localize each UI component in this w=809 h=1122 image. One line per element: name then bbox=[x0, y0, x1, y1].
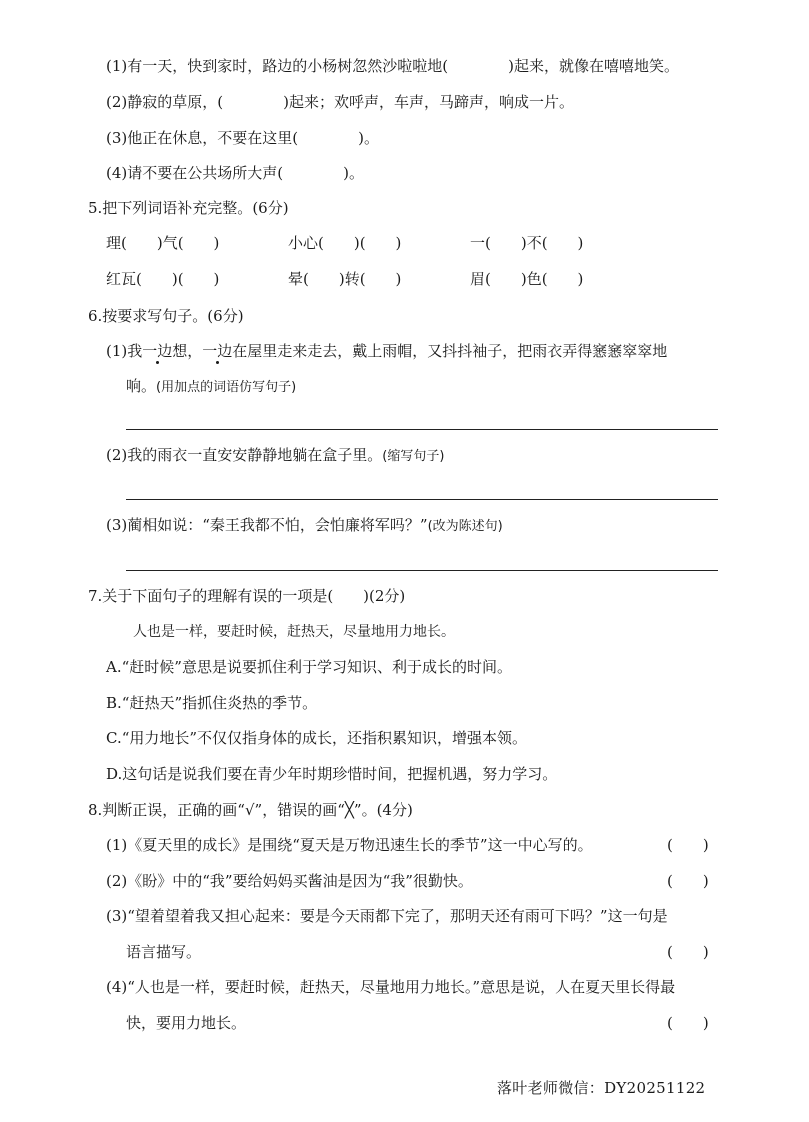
q6-s2-instruction: (缩写句子) bbox=[382, 449, 445, 464]
answer-bracket-4[interactable]: ( ) bbox=[667, 1014, 709, 1032]
q7-option-a: A.“赶时候”意思是说要抓住利于学习知识、利于成长的时间。 bbox=[106, 658, 512, 676]
q5-word-3: 一( )不( ) bbox=[470, 234, 584, 252]
q7-option-c: C.“用力地长”不仅仅指身体的成长，还指积累知识，增强本领。 bbox=[106, 729, 528, 747]
q6-sentence-3: (3)蔺相如说：“秦王我都不怕，会怕廉将军吗？”(改为陈述句) bbox=[106, 516, 503, 534]
q7-option-b: B.“赶热天”指抓住炎热的季节。 bbox=[106, 694, 318, 712]
q8-item-2: (2)《盼》中的“我”要给妈妈买酱油是因为“我”很勤快。 bbox=[106, 872, 473, 890]
q8-title: 8.判断正误，正确的画“√”，错误的画“╳”。(4分) bbox=[88, 801, 413, 819]
emphasis-word-1: 一边 bbox=[142, 342, 173, 360]
q5-word-1: 理( )气( ) bbox=[106, 234, 220, 252]
q7-title: 7.关于下面句子的理解有误的一项是( )(2分) bbox=[88, 587, 406, 605]
q5-word-4: 红瓦( )( ) bbox=[106, 270, 220, 288]
footer-contact: 落叶老师微信：DY20251122 bbox=[497, 1079, 706, 1097]
q6-s1-instruction: (用加点的词语仿写句子) bbox=[156, 380, 297, 395]
emphasis-word-2: 一边 bbox=[202, 342, 233, 360]
q5-word-6: 眉( )色( ) bbox=[470, 270, 584, 288]
q4-item-1: (1)有一天，快到家时，路边的小杨树忽然沙啦啦地( )起来，就像在嘻嘻地笑。 bbox=[106, 57, 679, 75]
q7-quote: 人也是一样，要赶时候，赶热天，尽量地用力地长。 bbox=[133, 624, 455, 640]
answer-line-3[interactable] bbox=[126, 570, 718, 571]
q6-sentence-1-cont: 响。(用加点的词语仿写句子) bbox=[126, 377, 297, 395]
q6-sentence-2: (2)我的雨衣一直安安静静地躺在盒子里。(缩写句子) bbox=[106, 446, 445, 464]
q8-item-3-cont: 语言描写。 bbox=[126, 943, 202, 961]
q5-word-5: 晕( )转( ) bbox=[288, 270, 402, 288]
answer-line-1[interactable] bbox=[126, 429, 718, 430]
q6-title: 6.按要求写句子。(6分) bbox=[88, 307, 244, 325]
answer-line-2[interactable] bbox=[126, 499, 718, 500]
q4-item-4: (4)请不要在公共场所大声( )。 bbox=[106, 164, 364, 182]
answer-bracket-3[interactable]: ( ) bbox=[667, 943, 709, 961]
q8-item-4-cont: 快，要用力地长。 bbox=[126, 1014, 247, 1032]
q7-option-d: D.这句话是说我们要在青少年时期珍惜时间，把握机遇，努力学习。 bbox=[106, 765, 558, 783]
answer-bracket-2[interactable]: ( ) bbox=[667, 872, 709, 890]
q5-word-2: 小心( )( ) bbox=[288, 234, 402, 252]
q4-item-2: (2)静寂的草原，( )起来；欢呼声，车声，马蹄声，响成一片。 bbox=[106, 93, 574, 111]
q8-item-4: (4)“人也是一样，要赶时候，赶热天，尽量地用力地长。”意思是说，人在夏天里长得最 bbox=[106, 978, 676, 996]
q4-item-3: (3)他正在休息，不要在这里( )。 bbox=[106, 129, 379, 147]
q8-item-1: (1)《夏天里的成长》是围绕“夏天是万物迅速生长的季节”这一中心写的。 bbox=[106, 836, 593, 854]
q5-title: 5.把下列词语补充完整。(6分) bbox=[88, 199, 289, 217]
answer-bracket-1[interactable]: ( ) bbox=[667, 836, 709, 854]
q6-sentence-1: (1)我一边想，一边在屋里走来走去，戴上雨帽，又抖抖袖子，把雨衣弄得窸窸窣窣地 bbox=[106, 342, 668, 360]
q6-s3-instruction: (改为陈述句) bbox=[427, 519, 503, 534]
q8-item-3: (3)“望着望着我又担心起来：要是今天雨都下完了，那明天还有雨可下吗？”这一句是 bbox=[106, 907, 668, 925]
